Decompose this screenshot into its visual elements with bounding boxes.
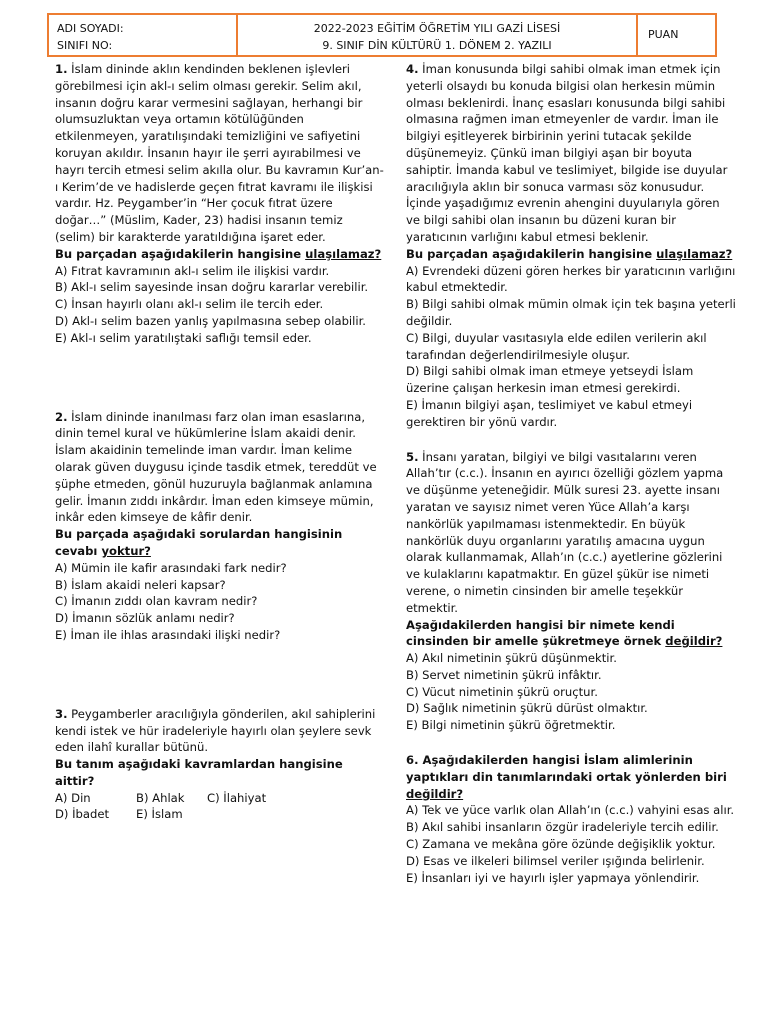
question-text: İnsanı yaratan, bilgiyi ve bilgi vasıtalarını veren Allah’tır (c.c.). İnsanın en ayırıcı özelliği gözlem yapma ve düşünme yeteneğidir. Mülk suresi 23. ayette insanı yaratan ve sayısız nimet veren Yüce Allah’a karşı nankörlük yapılmaması istenmektedir. En büyük nankörlük duyu organlarını yaratılış amacına uygun olarak kullanmamak, Allah’ın (c.c.) ayetlerine gözlerini ve kulaklarını kapatmaktır. En güzel şükür ise nimeti verene, o nimetin cinsinden bir amelle teşekkür etmektir. (406, 449, 724, 615)
option-e[interactable]: E) İslam (136, 807, 183, 822)
question-1 (55, 61, 385, 347)
options-row-1 (55, 790, 385, 807)
exam-title-line2: 9. SINIF DİN KÜLTÜRÜ 1. DÖNEM 2. YAZILI (322, 39, 552, 52)
option-e[interactable]: E) İmanın bilgiyi aşan, teslimiyet ve kabul etmeyi gerektiren bir yönü vardır. (406, 397, 693, 429)
option-b[interactable]: B) Bilgi sahibi olmak mümin olmak için tek başına yeterli değildir. (406, 297, 736, 328)
option-d[interactable]: D) Akl-ı selim bazen yanlış yapılmasına sebep olabilir. (55, 313, 366, 328)
exam-title-cell (238, 15, 638, 55)
option-c[interactable]: C) Bilgi, duyular vasıtasıyla elde edilen verilerin akıl tarafından değerlendirilmesiyle oluşur. (406, 330, 707, 362)
option-d[interactable]: D) İmanın sözlük anlamı nedir? (55, 611, 235, 626)
question-text: İslam dininde aklın kendinden beklenen işlevleri görebilmesi için akl-ı selim olması gerekir. Selim akıl, insanın doğru karar vermesini sağlayan, herhangi bir olumsuzluktan veya ortamın kötülüğünden etkilenmeyen, yaratılışındaki temizliğini ve safiyetini koruyan akıldır. İnsanın hayır ile şerri ayırabilmesi ve hayrı tercih etmesi selim akılla olur. Bu kavramın Kur’an-ı Kerim’de ve hadislerde geçen fıtrat kavramı ile ilişkisi vardır. Hz. Peygamber’in “Her çocuk fıtrat üzere doğar…” (Müslim, Kader, 23) hadisi insanın temiz (selim) bir karakterde yaratıldığına işaret eder. (55, 62, 384, 244)
question-5 (406, 449, 736, 735)
exam-header (47, 13, 717, 57)
option-c[interactable]: C) Zamana ve mekâna göre özünde değişiklik yoktur. (406, 837, 716, 852)
question-text: İslam dininde inanılması farz olan iman esaslarına, dinin temel kural ve hükümlerine İslam akaidi denir. İslam akaidinin temelinde iman vardır. İman kelime olarak güven duygusu içinde tasdik etmek, tereddüt ve şüphe etmeden, gönül huzuruyla bağlanmak anlamına gelir. İmanın zıddı inkârdır. İman eden kimseye mümin, inkâr eden kimseye de kâfir denir. (55, 409, 377, 525)
option-b[interactable]: B) İslam akaidi neleri kapsar? (55, 577, 226, 592)
name-label: ADI SOYADI: (57, 22, 124, 35)
question-stem: Bu parçada aşağıdaki sorulardan hangisinin cevabı yoktur? (55, 527, 343, 558)
option-a[interactable]: A) Akıl nimetinin şükrü düşünmektir. (406, 651, 617, 666)
option-a[interactable]: A) Mümin ile kafir arasındaki fark nedir? (55, 560, 287, 575)
option-b[interactable]: B) Akıl sahibi insanların özgür iradeleriyle tercih edilir. (406, 820, 719, 835)
question-6 (406, 752, 736, 886)
score-label: PUAN (648, 28, 679, 41)
question-number: 1. (55, 62, 68, 76)
exam-title-line1: 2022-2023 EĞİTİM ÖĞRETİM YILI GAZİ LİSESİ (313, 22, 561, 35)
score-cell (638, 15, 715, 55)
option-e[interactable]: E) Akl-ı selim yaratılıştaki saflığı temsil eder. (55, 330, 312, 345)
option-a[interactable]: A) Fıtrat kavramının akl-ı selim ile ilişkisi vardır. (55, 263, 330, 278)
option-b[interactable]: B) Ahlak (136, 790, 185, 805)
question-number: 4. (406, 62, 419, 76)
left-column (55, 61, 385, 823)
option-c[interactable]: C) İnsan hayırlı olanı akl-ı selim ile tercih eder. (55, 297, 324, 312)
question-number: 6. (406, 753, 419, 768)
class-label: SINIFI NO: (57, 39, 113, 52)
student-info-cell (49, 15, 238, 55)
option-e[interactable]: E) Bilgi nimetinin şükrü öğretmektir. (406, 718, 616, 733)
option-a[interactable]: A) Tek ve yüce varlık olan Allah’ın (c.c.) vahyini esas alır. (406, 803, 735, 818)
option-a[interactable]: A) Din (55, 790, 91, 805)
question-number: 5. (406, 449, 419, 464)
option-d[interactable]: D) Bilgi sahibi olmak iman etmeye yetseydi İslam üzerine çalışan herkesin iman etmesi gerekirdi. (406, 364, 694, 396)
option-c[interactable]: C) İlahiyat (207, 790, 267, 805)
option-c[interactable]: C) Vücut nimetinin şükrü oruçtur. (406, 684, 598, 699)
option-d[interactable]: D) Sağlık nimetinin şükrü dürüst olmaktır. (406, 701, 648, 716)
option-d[interactable]: D) İbadet (55, 807, 110, 822)
option-e[interactable]: E) İnsanları iyi ve hayırlı işler yapmaya yönlendirir. (406, 870, 700, 885)
question-4 (406, 61, 736, 431)
question-number: 3. (55, 706, 68, 721)
question-2 (55, 409, 385, 644)
option-d[interactable]: D) Esas ve ilkeleri bilimsel veriler ışığında belirlenir. (406, 853, 705, 868)
option-c[interactable]: C) İmanın zıddı olan kavram nedir? (55, 594, 258, 609)
options-row-2 (55, 806, 385, 823)
question-text: İman konusunda bilgi sahibi olmak iman etmek için yeterli olsaydı bu konuda bilgisi olan herkesin mümin olması beklenirdi. İnanç esasları konusunda bilgi sahibi olmasına rağmen iman etmeyenler de vardır. İman ile bilgiyi eşitleyerek birbirinin yerini tutacak şekilde düşünemeyiz. Çünkü iman bilgiyi aşan bir boyuta sahiptir. İmanda kabul ve teslimiyet, bilgide ise duyular aracılığıyla aklın bir sonuca varması söz konusudur. İçinde yaşadığımız evrenin ahengini duyularıyla gören ve bilgi sahibi olan insanın bu düzeni kuran bir yaratıcının varlığını kabul etmesi beklenir. (406, 62, 728, 244)
option-b[interactable]: B) Servet nimetinin şükrü infâktır. (406, 667, 602, 682)
question-stem: Bu tanım aşağıdaki kavramlardan hangisine aittir? (55, 757, 343, 788)
option-a[interactable]: A) Evrendeki düzeni gören herkes bir yaratıcının varlığını kabul etmektedir. (406, 263, 736, 295)
option-e[interactable]: E) İman ile ihlas arasındaki ilişki nedir? (55, 627, 281, 642)
question-3 (55, 706, 385, 824)
right-column (406, 61, 736, 886)
question-stem: Bu parçadan aşağıdakilerin hangisine ulaşılamaz? (55, 246, 382, 261)
question-stem: 6. Aşağıdakilerden hangisi İslam alimlerinin yaptıkları din tanımlarındaki ortak yönlerden biri değildir? (406, 753, 727, 801)
option-b[interactable]: B) Akl-ı selim sayesinde insan doğru kararlar verebilir. (55, 280, 369, 295)
question-stem: Aşağıdakilerden hangisi bir nimete kendi cinsinden bir amelle şükretmeye örnek değildir? (406, 617, 723, 649)
question-text: Peygamberler aracılığıyla gönderilen, akıl sahiplerini kendi istek ve hür iradeleriyle hayırlı olan şeylere sevk eden ilahî kurallar bütünü. (55, 706, 376, 755)
question-number: 2. (55, 409, 68, 424)
question-stem: Bu parçadan aşağıdakilerin hangisine ulaşılamaz? (406, 246, 733, 261)
